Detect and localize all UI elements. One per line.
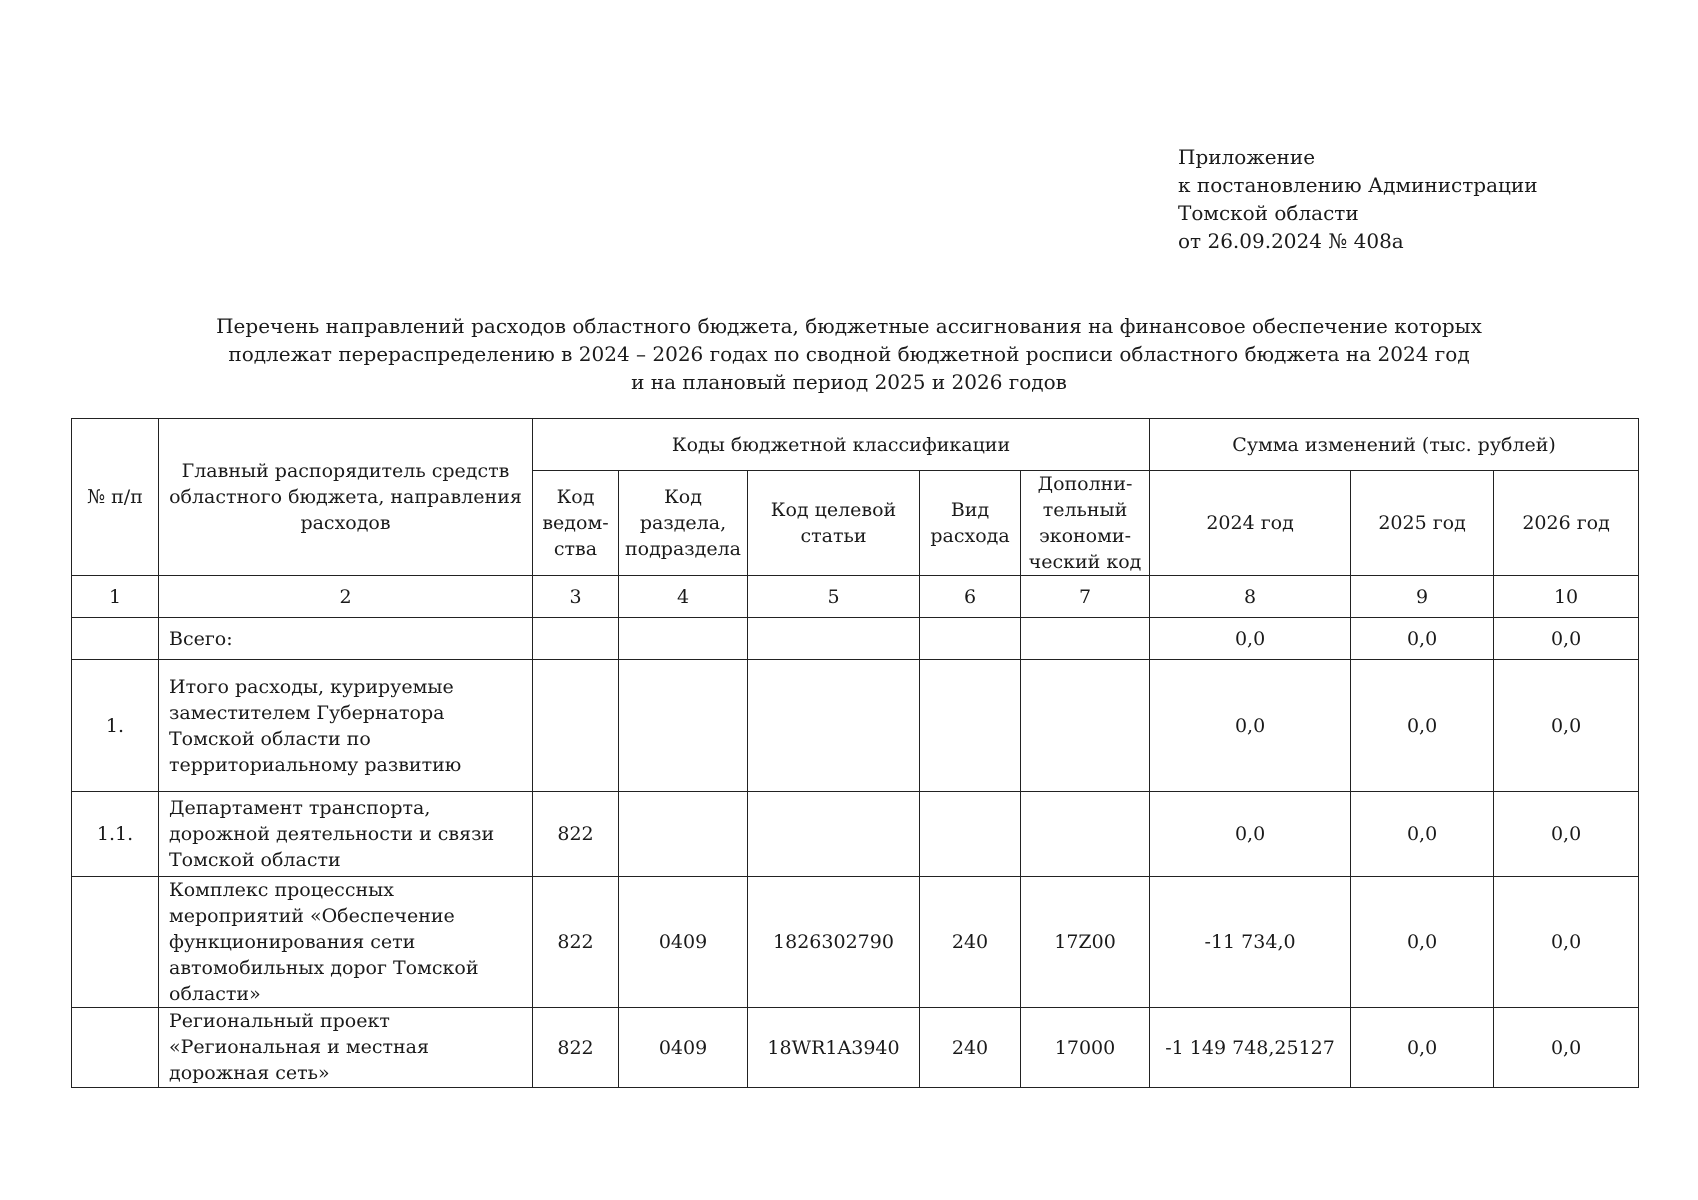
cell-section [619,792,748,877]
cell-target: 18WR1A3940 [748,1008,920,1088]
cell-extra: 17000 [1021,1008,1150,1088]
cell-dept [533,660,619,792]
title-line: Перечень направлений расходов областного бюджета, бюджетные ассигнования на финансовое обеспечение которых [216,314,1482,338]
cell-2025: 0,0 [1351,877,1494,1008]
header-sum-group: Сумма изменений (тыс. рублей) [1150,419,1639,471]
header-year-2025: 2025 год [1351,471,1494,576]
header-year-2026: 2026 год [1494,471,1639,576]
header-dept-code: Код ведом-ства [533,471,619,576]
cell-2025: 0,0 [1351,1008,1494,1088]
cell-2026: 0,0 [1494,1008,1639,1088]
document-title [150,312,1548,396]
column-number: 5 [748,576,920,618]
cell-no [72,1008,159,1088]
column-number: 7 [1021,576,1150,618]
cell-name: Комплекс процессных мероприятий «Обеспечение функционирования сети автомобильных дорог Томской области» [159,877,533,1008]
cell-no: 1. [72,660,159,792]
header-section-code: Код раздела, подраздела [619,471,748,576]
cell-name: Региональный проект «Региональная и местная дорожная сеть» [159,1008,533,1088]
cell-2024: 0,0 [1150,618,1351,660]
header-no: № п/п [72,419,159,576]
column-number: 8 [1150,576,1351,618]
appendix-line: Томской области [1178,201,1359,225]
cell-target [748,792,920,877]
cell-dept [533,618,619,660]
cell-2025: 0,0 [1351,792,1494,877]
cell-type: 240 [920,1008,1021,1088]
cell-type [920,792,1021,877]
cell-2024: 0,0 [1150,792,1351,877]
cell-type [920,618,1021,660]
table-row [72,1008,1639,1088]
cell-2024: -1 149 748,25127 [1150,1008,1351,1088]
appendix-line: от 26.09.2024 № 408а [1178,229,1404,253]
cell-extra: 17Z00 [1021,877,1150,1008]
column-number: 9 [1351,576,1494,618]
cell-2026: 0,0 [1494,660,1639,792]
title-line: подлежат перераспределению в 2024 – 2026 годах по сводной бюджетной росписи областного бюджета на 2024 год [228,342,1470,366]
cell-type: 240 [920,877,1021,1008]
header-target-code: Код целевой статьи [748,471,920,576]
cell-section [619,660,748,792]
header-expense-type: Вид расхода [920,471,1021,576]
cell-dept: 822 [533,1008,619,1088]
budget-table [71,418,1639,1088]
title-line: и на плановый период 2025 и 2026 годов [631,370,1067,394]
header-row [72,419,1639,471]
cell-extra [1021,618,1150,660]
cell-no: 1.1. [72,792,159,877]
cell-2026: 0,0 [1494,618,1639,660]
cell-extra [1021,660,1150,792]
column-numbers-row [72,576,1639,618]
header-year-2024: 2024 год [1150,471,1351,576]
appendix-line: к постановлению Администрации [1178,173,1538,197]
table-row [72,660,1639,792]
header-codes-group: Коды бюджетной классификации [533,419,1150,471]
cell-2026: 0,0 [1494,877,1639,1008]
cell-target [748,660,920,792]
cell-section: 0409 [619,877,748,1008]
table-row [72,618,1639,660]
cell-2024: 0,0 [1150,660,1351,792]
table-row [72,792,1639,877]
table-row [72,877,1639,1008]
cell-target [748,618,920,660]
cell-target: 1826302790 [748,877,920,1008]
appendix-block [1178,143,1538,255]
column-number: 6 [920,576,1021,618]
cell-section: 0409 [619,1008,748,1088]
header-extra-code: Дополни-тельный экономи-ческий код [1021,471,1150,576]
cell-name: Всего: [159,618,533,660]
cell-2025: 0,0 [1351,618,1494,660]
column-number: 2 [159,576,533,618]
cell-dept: 822 [533,877,619,1008]
cell-name: Департамент транспорта, дорожной деятельности и связи Томской области [159,792,533,877]
column-number: 3 [533,576,619,618]
column-number: 1 [72,576,159,618]
cell-dept: 822 [533,792,619,877]
appendix-line: Приложение [1178,145,1316,169]
cell-extra [1021,792,1150,877]
column-number: 4 [619,576,748,618]
cell-section [619,618,748,660]
cell-2024: -11 734,0 [1150,877,1351,1008]
cell-no [72,618,159,660]
column-number: 10 [1494,576,1639,618]
header-main: Главный распорядитель средств областного бюджета, направления расходов [159,419,533,576]
cell-2026: 0,0 [1494,792,1639,877]
cell-name: Итого расходы, курируемые заместителем Губернатора Томской области по территориальному развитию [159,660,533,792]
cell-2025: 0,0 [1351,660,1494,792]
cell-type [920,660,1021,792]
cell-no [72,877,159,1008]
